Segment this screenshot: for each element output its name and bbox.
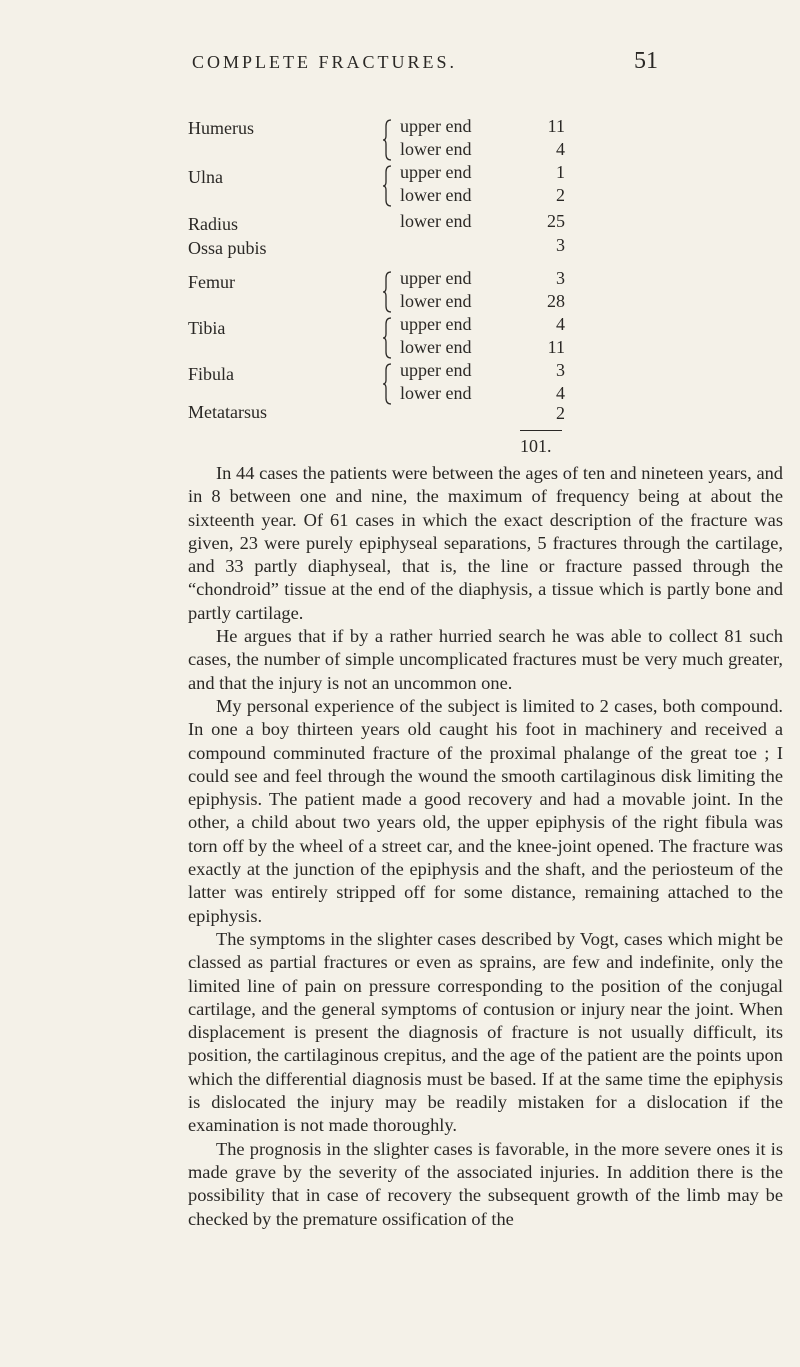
brace-tibia <box>383 316 393 360</box>
table-total: 101. <box>520 436 552 456</box>
bone-fibula: Fibula <box>188 364 235 384</box>
brace-ulna <box>383 164 393 208</box>
bone-metatarsus: Metatarsus <box>188 402 267 422</box>
body-text <box>188 462 783 1231</box>
brace-fibula <box>383 362 393 406</box>
paragraph-5: The prognosis in the slighter cases is favorable, in the more severe ones it is made grave by the severity of the associated injuries. In addition there is the possibility that in case of recovery the subsequent growth of the limb may be checked by the premature ossification of the <box>188 1138 783 1229</box>
bone-femur: Femur <box>188 272 235 292</box>
bone-humerus: Humerus <box>188 118 254 138</box>
book-page: COMPLETE FRACTURES. 51 Humerus Ulna Radius Ossa pubis Femur Tibia Fibula Metatarsus upper end 11 lower end 4 upper end 1 lower end 2 lower end 25 3 upper end 3 lower end 28 upper end 4 lower end 11 upper end 3 lower end 4 2 101. In 44 cases the patients were between the ages of ten and nineteen years, and in 8 between one and nine, the maximum of frequency being at about the sixteenth year. Of 61 cases in which the exact description of the fracture was given, 23 were purely epiphyseal separations, 5 fractures through the cartilage, and 33 partly diaphyseal, that is, the line or fracture passed through the “chondroid” tissue at the end of the diaphysis, a tissue which is partly bone and partly cartilage. He argues that if by a rather hurried search he was able to collect 81 such cases, the number of simple uncomplicated fractures must be very much greater, and that the injury is not an uncommon one. My personal experience of the subject is limited to 2 cases, both compound. In one a boy thirteen years old caught his foot in machinery and received a compound comminuted fracture of the proximal phalange of the great toe ; I could see and feel through the wound the smooth cartilaginous disk limiting the epiphysis. The patient made a good recovery and had a movable joint. In the other, a child about two years old, the upper epiphysis of the right fibula was torn off by the wheel of a street car, and the knee-joint opened. The fracture was exactly at the junction of the epiphysis and the shaft, and the periosteum of the latter was entirely stripped off for some distance, remaining attached to the epiphysis. The symptoms in the slighter cases described by Vogt, cases which might be classed as partial fractures or even as sprains, are few and indefinite, only the limited line of pain on pressure corresponding to the position of the conjugal cartilage, and the general symptoms of contusion or injury near the joint. When displacement is present the diagnosis of fracture is not usually difficult, its position, the cartilaginous crepitus, and the age of the patient are the points upon which the differential diagnosis must be based. If at the same time the epiphysis is dislocated the injury may be readily mistaken for a dislocation if the examination is not made thoroughly. The prognosis in the slighter cases is favorable, in the more severe ones it is made grave by the severity of the associated injuries. In addition there is the possibility that in case of recovery the subsequent growth of the limb may be checked by the premature ossification of the <box>0 0 800 1367</box>
paragraph-1: In 44 cases the patients were between the ages of ten and nineteen years, and in 8 between one and nine, the maximum of frequency being at about the sixteenth year. Of 61 cases in which the exact description of the fracture was given, 23 were purely epiphyseal separations, 5 fractures through the cartilage, and 33 partly diaphyseal, that is, the line or fracture passed through the “chondroid” tissue at the end of the diaphysis, a tissue which is partly bone and partly cartilage. <box>188 463 783 623</box>
brace-humerus <box>383 118 393 162</box>
bone-tibia: Tibia <box>188 318 226 338</box>
total-rule <box>520 430 562 431</box>
running-title: COMPLETE FRACTURES. <box>192 52 458 72</box>
paragraph-2: He argues that if by a rather hurried search he was able to collect 81 such cases, the number of simple uncomplicated fractures must be very much greater, and that the injury is not an uncommon one. <box>188 626 783 693</box>
bone-ossa-pubis: Ossa pubis <box>188 238 267 258</box>
bone-ulna: Ulna <box>188 167 223 187</box>
brace-femur <box>383 270 393 314</box>
paragraph-3: My personal experience of the subject is limited to 2 cases, both compound. In one a boy thirteen years old caught his foot in machinery and received a compound comminuted fracture of the proximal phalange of the great toe ; I could see and feel through the wound the smooth cartilaginous disk limiting the epiphysis. The patient made a good recovery and had a movable joint. In the other, a child about two years old, the upper epiphysis of the right fibula was torn off by the wheel of a street car, and the knee-joint opened. The fracture was exactly at the junction of the epiphysis and the shaft, and the periosteum of the latter was entirely stripped off for some distance, remaining attached to the epiphysis. <box>188 695 783 926</box>
page-number: 51 <box>634 48 658 74</box>
bone-radius: Radius <box>188 214 239 234</box>
paragraph-4: The symptoms in the slighter cases described by Vogt, cases which might be classed as partial fractures or even as sprains, are few and indefinite, only the limited line of pain on pressure corresponding to the position of the conjugal cartilage, and the general symptoms of contusion or injury near the joint. When displacement is present the diagnosis of fracture is not usually difficult, its position, the cartilaginous crepitus, and the age of the patient are the points upon which the differential diagnosis must be based. If at the same time the epiphysis is dislocated the injury may be readily mistaken for a dislocation if the examination is not made thoroughly. <box>188 928 783 1136</box>
